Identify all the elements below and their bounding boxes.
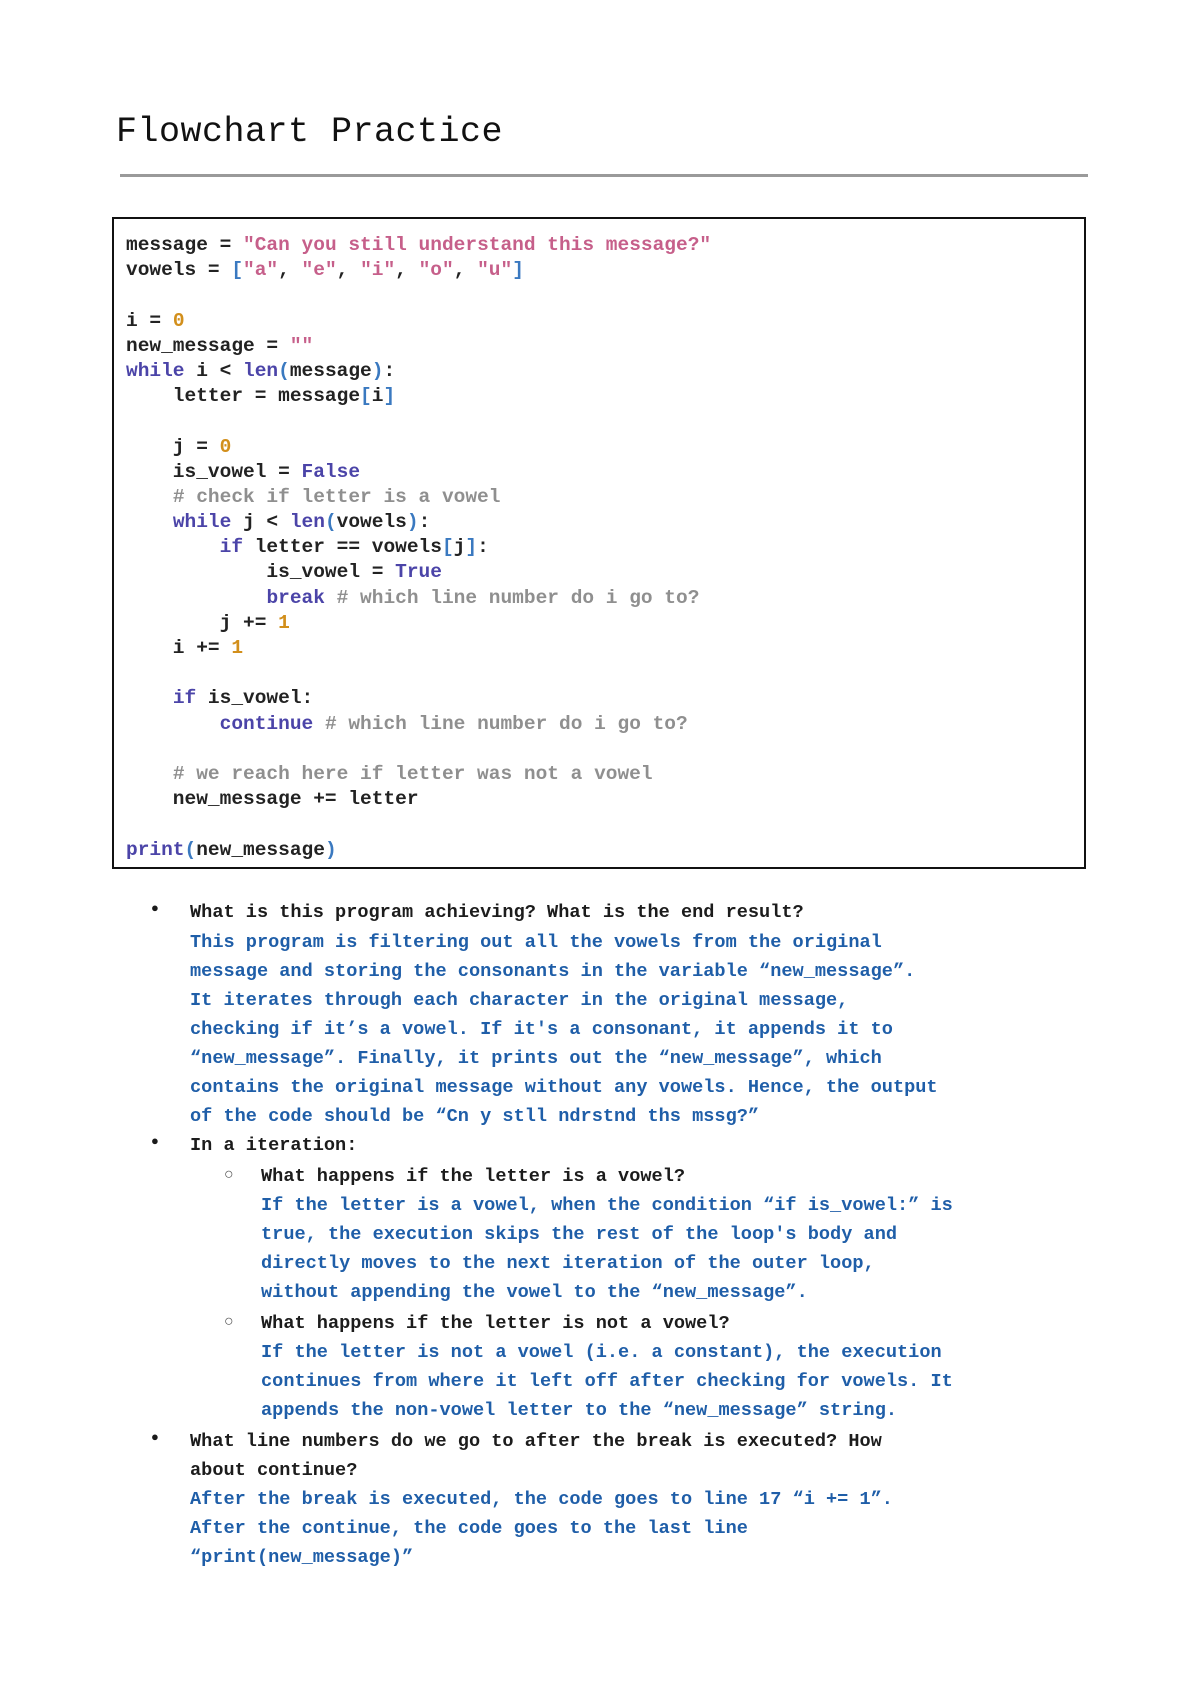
question-text: In a iteration: [190,1135,358,1156]
code-token: len [289,511,325,534]
code-token: "o" [418,259,454,282]
answer-text: If the letter is not a vowel (i.e. a constant), the execution [261,1342,942,1363]
code-token: ( [324,511,337,534]
code-token: ( [184,838,197,861]
code-token: j [453,536,466,559]
code-token: ) [406,511,419,534]
answer-text: true, the execution skips the rest of the loop's body and [261,1224,898,1245]
code-token: [ [231,259,244,282]
code-line [126,686,1084,711]
code-token: 0 [219,435,232,458]
code-token: True [395,561,442,584]
answer-text: After the break is executed, the code goes to line 17 “i += 1”. [190,1489,893,1510]
code-line [126,812,1084,837]
answer-text: After the continue, the code goes to the last line [190,1518,748,1539]
bullet-icon: ● [151,1134,159,1149]
code-line [126,460,1084,485]
answer-text: continues from where it left off after checking for vowels. It [261,1371,953,1392]
code-token: # which line number do i go to? [324,712,688,735]
code-token: is_vowel = [126,561,396,584]
code-token: ] [383,385,396,408]
code-token [126,687,173,709]
code-line [126,409,1084,434]
code-token: while [126,359,185,382]
code-token: new_message [196,838,325,861]
code-line [126,233,1084,258]
code-line [126,283,1084,308]
answer-text: of the code should be “Cn y stll ndrstnd ths mssg?” [190,1106,760,1127]
code-token: message = [126,234,244,256]
code-line [126,535,1084,560]
question-text: What happens if the letter is not a vowel? [261,1313,730,1334]
code-token: [ [441,536,454,559]
code-line [126,661,1084,686]
code-token: "a" [243,259,279,282]
code-token: , [395,259,419,282]
code-line [126,636,1084,661]
question-text: What is this program achieving? What is the end result? [190,902,804,923]
code-token: if [172,687,197,710]
code-token: i [371,385,384,408]
sub-bullet-icon: ○ [224,1166,234,1184]
code-token: is_vowel: [196,687,314,710]
code-token: ] [465,536,478,559]
code-token: letter = message [126,385,361,408]
code-token [126,486,173,508]
code-token [313,713,325,735]
code-token: print [126,838,185,861]
code-token: letter == vowels [243,536,442,559]
question-text: What happens if the letter is a vowel? [261,1166,686,1187]
code-token: : [477,536,489,559]
question-text: What line numbers do we go to after the break is executed? How [190,1431,882,1452]
sub-bullet-icon: ○ [224,1313,234,1331]
code-token: new_message += letter [126,788,419,811]
code-token: vowels = [126,259,232,282]
code-token: i += [126,637,232,659]
answer-text: “new_message”. Finally, it prints out the “new_message”, which [190,1048,882,1069]
code-token: message [289,359,372,382]
answer-text: contains the original message without any vowels. Hence, the output [190,1077,938,1098]
code-line [126,712,1084,737]
answer-text: checking if it’s a vowel. If it's a consonant, it appends it to [190,1019,893,1040]
code-token: j = [126,435,220,458]
code-token: new_message = [126,334,290,357]
code-token: is_vowel = [126,460,302,483]
code-line [126,384,1084,409]
code-token [126,763,173,785]
code-token: i < [184,359,244,382]
code-token: False [301,460,361,483]
title-divider [120,174,1088,177]
code-line [126,737,1084,762]
code-token: 0 [172,309,185,332]
code-token: ( [278,359,290,382]
code-token: "i" [360,259,396,282]
code-line [126,560,1084,585]
code-line [126,258,1084,283]
code-token: len [243,359,279,382]
bullet-icon: ● [151,1430,159,1445]
code-token: ] [512,259,524,282]
code-token: j < [231,511,290,534]
code-token: if [219,536,244,559]
code-token: , [278,259,302,282]
code-token: # we reach here if letter was not a vowel [172,762,653,785]
code-token [126,587,266,609]
code-line [126,435,1084,460]
code-token: [ [360,385,372,408]
answer-text: This program is filtering out all the vowels from the original [190,932,882,953]
code-line [126,838,1084,863]
answer-text: directly moves to the next iteration of the outer loop, [261,1253,875,1274]
code-token: "e" [301,259,337,282]
answer-text: without appending the vowel to the “new_message”. [261,1282,808,1303]
code-token: "u" [477,259,513,282]
code-token: while [172,511,232,534]
code-token: 1 [231,637,244,659]
page-title: Flowchart Practice [116,112,504,152]
code-block [112,217,1086,869]
answer-text: message and storing the consonants in the variable “new_message”. [190,961,916,982]
answer-text: “print(new_message)” [190,1547,414,1568]
code-token: , [453,259,478,282]
code-line [126,485,1084,510]
answer-text: It iterates through each character in the original message, [190,990,849,1011]
code-token: continue [219,712,314,735]
code-token [126,511,173,533]
code-token: ) [324,838,337,861]
code-token: ) [371,359,384,382]
code-line [126,334,1084,359]
code-line [126,586,1084,611]
code-token: # check if letter is a vowel [172,485,501,508]
code-line [126,359,1084,384]
code-line [126,309,1084,334]
code-token: : [383,359,396,382]
answer-text: appends the non-vowel letter to the “new_message” string. [261,1400,898,1421]
code-token [126,536,220,558]
code-token: : [418,511,431,534]
answer-text: If the letter is a vowel, when the condition “if is_vowel:” is [261,1195,953,1216]
code-line [126,510,1084,535]
code-token: j += [126,611,279,634]
code-token [325,587,337,609]
code-token: break [266,586,325,609]
code-token [126,713,220,735]
code-token: "" [289,334,314,357]
code-line [126,611,1084,636]
code-token: 1 [278,611,290,634]
question-text: about continue? [190,1460,358,1481]
code-line [126,762,1084,787]
bullet-icon: ● [151,901,159,916]
code-token: , [336,259,361,282]
code-token: "Can you still understand this message?" [243,234,712,256]
code-token: # which line number do i go to? [336,586,700,609]
code-token: vowels [336,511,407,534]
code-token: i = [126,309,173,332]
code-line [126,787,1084,812]
